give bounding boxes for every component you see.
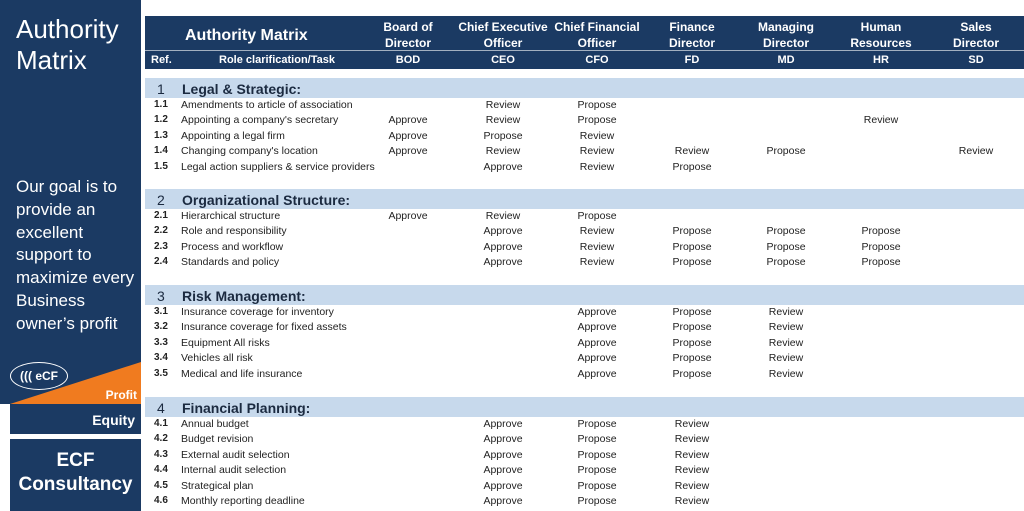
cell-cfo: Review: [579, 145, 615, 158]
table-row: [145, 240, 1024, 255]
title-line-1: Authority: [16, 14, 119, 44]
cell-fd: Propose: [672, 306, 712, 318]
authority-matrix-table: [145, 16, 1024, 511]
row-ref: 2.2: [154, 225, 168, 237]
row-ref: 1.3: [154, 129, 168, 141]
cell-fd: Propose: [672, 367, 712, 380]
row-ref: 3.4: [154, 352, 168, 364]
cell-bod: Approve: [388, 210, 428, 222]
cell-md: Review: [768, 336, 804, 349]
column-abbr-fd: FD: [684, 54, 700, 66]
table-row: [145, 479, 1024, 494]
column-name-line-1: Managing: [758, 20, 814, 34]
cell-bod: Approve: [388, 145, 428, 158]
column-abbr-hr: HR: [873, 54, 889, 66]
sidebar-panel: [0, 0, 141, 404]
table-row: [145, 224, 1024, 239]
row-task: Medical and life insurance: [181, 367, 303, 380]
cell-ceo: Approve: [483, 495, 523, 507]
section-header: [145, 397, 1024, 417]
row-task: Insurance coverage for fixed assets: [181, 321, 347, 334]
column-name-line-1: Board of: [383, 20, 433, 34]
section-title: Risk Management:: [182, 288, 306, 304]
cell-ceo: Approve: [483, 464, 523, 477]
cell-fd: Propose: [672, 256, 712, 269]
column-name-line-2: Director: [668, 36, 715, 50]
cell-md: Propose: [766, 256, 806, 269]
table-row: [145, 320, 1024, 335]
table-row: [145, 367, 1024, 382]
page-title: [16, 14, 119, 76]
cell-hr: Propose: [861, 225, 901, 238]
cell-fd: Review: [674, 145, 710, 158]
cell-fd: Propose: [672, 352, 712, 365]
row-task: Appointing a company's secretary: [181, 114, 339, 127]
column-abbr-md: MD: [777, 54, 795, 66]
cell-cfo: Approve: [577, 352, 617, 365]
cell-cfo: Review: [579, 225, 615, 238]
row-ref: 2.1: [154, 210, 168, 221]
table-row: [145, 129, 1024, 144]
sidebar: [0, 0, 145, 511]
row-task: Monthly reporting deadline: [181, 495, 305, 507]
cell-md: Review: [768, 367, 804, 380]
cell-cfo: Approve: [577, 306, 617, 318]
brand-line-2: Consultancy: [18, 474, 133, 495]
cell-bod: Approve: [388, 114, 428, 127]
profit-label: Profit: [105, 388, 137, 402]
header-divider: [145, 50, 1024, 51]
table-row: [145, 209, 1024, 224]
column-name-line-2: Director: [952, 36, 999, 50]
section-title: Legal & Strategic:: [182, 81, 302, 97]
table-row: [145, 351, 1024, 366]
equity-label: Equity: [92, 412, 135, 428]
cell-fd: Review: [674, 464, 710, 477]
cell-ceo: Approve: [483, 240, 523, 253]
section-title: Financial Planning:: [182, 400, 311, 416]
row-task: Internal audit selection: [181, 464, 287, 477]
column-name-line-2: Director: [762, 36, 809, 50]
table-row: [145, 336, 1024, 351]
column-name-line-2: Resources: [850, 36, 912, 50]
column-name-line-1: Human: [860, 20, 902, 34]
cell-cfo: Propose: [577, 418, 617, 430]
table-row: [145, 463, 1024, 478]
cell-md: Propose: [766, 240, 806, 253]
cell-ceo: Review: [485, 145, 521, 158]
row-ref: 4.2: [154, 433, 168, 445]
cell-cfo: Propose: [577, 114, 617, 127]
cell-ceo: Review: [485, 99, 521, 111]
row-task: Standards and policy: [181, 256, 280, 269]
cell-ceo: Approve: [483, 479, 523, 492]
cell-sd: Review: [958, 145, 994, 158]
role-header: Role clarification/Task: [219, 54, 335, 66]
column-name-line-1: Chief Executive: [458, 20, 548, 34]
column-abbr-cfo: CFO: [585, 54, 609, 66]
row-ref: 4.6: [154, 495, 168, 506]
row-ref: 2.4: [154, 256, 168, 268]
cell-ceo: Review: [485, 210, 521, 222]
column-name-line-2: Officer: [577, 36, 617, 50]
ecf-logo: ((( eCF: [10, 362, 68, 390]
row-task: Insurance coverage for inventory: [181, 306, 334, 318]
table-row: [145, 160, 1024, 175]
cell-hr: Propose: [861, 240, 901, 253]
cell-fd: Review: [674, 479, 710, 492]
row-ref: 1.1: [154, 99, 168, 110]
cell-md: Propose: [766, 145, 806, 158]
cell-ceo: Approve: [483, 418, 523, 430]
cell-fd: Review: [674, 448, 710, 461]
row-ref: 4.1: [154, 418, 168, 429]
cell-cfo: Review: [579, 256, 615, 269]
cell-md: Review: [768, 321, 804, 334]
row-task: Budget revision: [181, 433, 254, 446]
column-name-line-2: Officer: [483, 36, 523, 50]
row-task: Amendments to article of association: [181, 99, 353, 111]
section-header: [145, 285, 1024, 305]
cell-fd: Review: [674, 433, 710, 446]
cell-md: Review: [768, 352, 804, 365]
cell-fd: Propose: [672, 240, 712, 253]
goal-statement: Our goal is to provide an excellent support to maximize every Business owner’s profit: [16, 177, 135, 333]
section-number: 2: [157, 192, 165, 208]
cell-fd: Propose: [672, 336, 712, 349]
row-task: Changing company's location: [181, 145, 318, 158]
cell-cfo: Propose: [577, 448, 617, 461]
table-row: [145, 98, 1024, 113]
row-ref: 4.3: [154, 448, 168, 460]
row-task: Annual budget: [181, 418, 249, 430]
table-title: Authority Matrix: [185, 27, 308, 44]
row-ref: 1.5: [154, 160, 168, 172]
section-header: [145, 78, 1024, 98]
column-name-line-1: Chief Financial: [554, 20, 640, 34]
row-task: Hierarchical structure: [181, 210, 281, 222]
row-ref: 3.5: [154, 367, 168, 379]
section-title: Organizational Structure:: [182, 192, 351, 208]
cell-cfo: Approve: [577, 367, 617, 380]
cell-cfo: Approve: [577, 336, 617, 349]
row-ref: 4.5: [154, 479, 168, 491]
cell-hr: Review: [863, 114, 899, 127]
cell-md: Propose: [766, 225, 806, 238]
row-ref: 1.4: [154, 145, 168, 157]
table-row: [145, 113, 1024, 128]
column-name-line-2: Director: [384, 36, 431, 50]
row-ref: 3.2: [154, 321, 168, 333]
cell-bod: Approve: [388, 129, 428, 142]
row-ref: 3.1: [154, 306, 168, 317]
table-row: [145, 494, 1024, 509]
row-ref: 4.4: [154, 464, 168, 476]
table-row: [145, 417, 1024, 432]
row-task: Vehicles all risk: [181, 352, 253, 365]
row-task: Equipment All risks: [181, 336, 270, 349]
table-row: [145, 448, 1024, 463]
column-abbr-sd: SD: [968, 54, 984, 66]
column-header-hr: [833, 19, 929, 51]
row-task: Role and responsibility: [181, 225, 287, 238]
cell-cfo: Review: [579, 160, 615, 173]
cell-ceo: Approve: [483, 433, 523, 446]
row-ref: 2.3: [154, 240, 168, 252]
brand-box: [10, 439, 141, 511]
equity-box: [10, 404, 141, 434]
section-header: [145, 189, 1024, 209]
column-header-ceo: [455, 19, 551, 51]
column-name-line-1: Sales: [960, 20, 992, 34]
cell-cfo: Review: [579, 240, 615, 253]
column-header-fd: [644, 19, 740, 51]
cell-fd: Review: [674, 418, 710, 430]
ref-header: Ref.: [151, 54, 172, 66]
cell-cfo: Approve: [577, 321, 617, 334]
table-row: [145, 305, 1024, 320]
section-number: 3: [157, 288, 165, 304]
cell-cfo: Propose: [577, 210, 617, 222]
cell-cfo: Propose: [577, 433, 617, 446]
column-header-cfo: [549, 19, 645, 51]
cell-fd: Propose: [672, 225, 712, 238]
column-header-sd: [928, 19, 1024, 51]
title-line-2: Matrix: [16, 45, 87, 75]
cell-fd: Propose: [672, 160, 712, 173]
cell-cfo: Propose: [577, 99, 617, 111]
cell-ceo: Review: [485, 114, 521, 127]
row-task: Strategical plan: [181, 479, 254, 492]
cell-ceo: Approve: [483, 160, 523, 173]
cell-ceo: Approve: [483, 448, 523, 461]
cell-md: Review: [768, 306, 804, 318]
cell-hr: Propose: [861, 256, 901, 269]
column-header-bod: [360, 19, 456, 51]
row-ref: 1.2: [154, 114, 168, 126]
cell-cfo: Propose: [577, 495, 617, 507]
section-number: 4: [157, 400, 165, 416]
cell-cfo: Review: [579, 129, 615, 142]
table-row: [145, 144, 1024, 159]
cell-cfo: Propose: [577, 464, 617, 477]
cell-fd: Review: [674, 495, 710, 507]
row-task: Appointing a legal firm: [181, 129, 285, 142]
cell-ceo: Propose: [483, 129, 523, 142]
section-number: 1: [157, 81, 165, 97]
column-header-md: [738, 19, 834, 51]
row-task: External audit selection: [181, 448, 290, 461]
cell-cfo: Propose: [577, 479, 617, 492]
cell-ceo: Approve: [483, 256, 523, 269]
table-row: [145, 432, 1024, 447]
table-row: [145, 255, 1024, 270]
row-task: Legal action suppliers & service providers: [181, 160, 375, 173]
cell-ceo: Approve: [483, 225, 523, 238]
column-abbr-bod: BOD: [395, 54, 421, 66]
column-name-line-1: Finance: [669, 20, 715, 34]
cell-fd: Propose: [672, 321, 712, 334]
table-header: [145, 16, 1024, 69]
column-abbr-ceo: CEO: [491, 54, 515, 66]
row-ref: 3.3: [154, 336, 168, 348]
brand-line-1: ECF: [56, 450, 95, 471]
row-task: Process and workflow: [181, 240, 284, 253]
